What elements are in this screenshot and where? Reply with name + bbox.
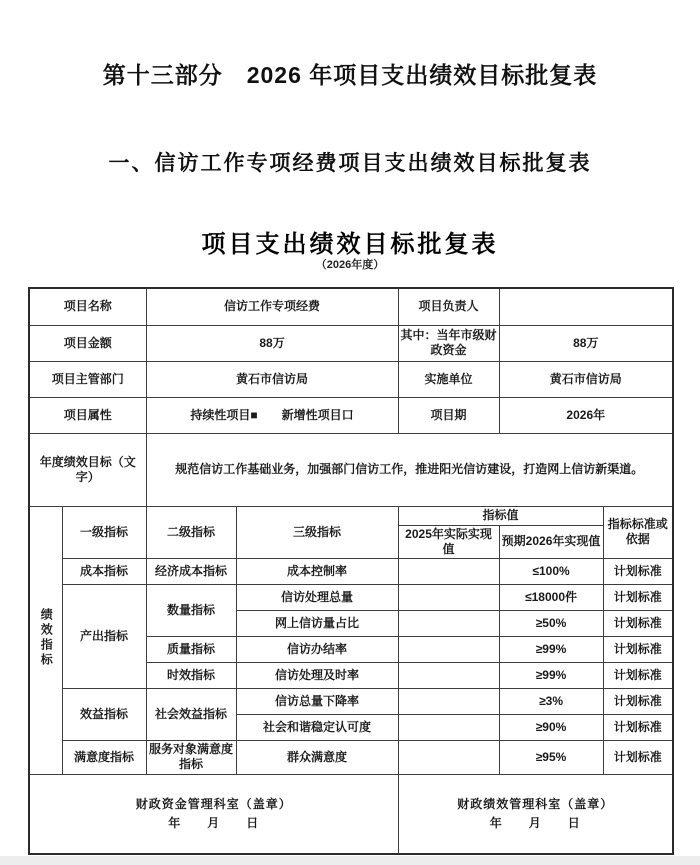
- standard-cell: 计划标准: [603, 584, 673, 610]
- signature-left-cell: [29, 774, 398, 854]
- signature-left-office: 财政资金管理科室（盖章）: [135, 796, 292, 811]
- value-2025-cell: [398, 610, 499, 636]
- impl-unit-value: 黄石市信访局: [499, 361, 673, 397]
- level2-cell: 经济成本指标: [146, 558, 236, 584]
- standard-cell: 计划标准: [603, 740, 673, 774]
- indicator-row: [29, 584, 673, 610]
- project-leader-label: 项目负责人: [398, 288, 499, 325]
- value-2026-cell: ≥3%: [499, 688, 603, 714]
- header-standard: 指标标准或依据: [603, 506, 673, 558]
- value-2025-cell: [398, 714, 499, 740]
- approval-form-table: [28, 287, 674, 855]
- row-annual-goal: [29, 433, 673, 506]
- project-leader-value: [499, 288, 673, 325]
- level3-cell: 信访办结率: [236, 636, 398, 662]
- value-2025-cell: [398, 636, 499, 662]
- level3-cell: 信访总量下降率: [236, 688, 398, 714]
- level2-cell: 质量指标: [146, 636, 236, 662]
- value-2025-cell: [398, 688, 499, 714]
- project-name-value: 信访工作专项经费: [146, 288, 398, 325]
- value-2026-cell: ≥95%: [499, 740, 603, 774]
- value-2026-cell: ≥99%: [499, 662, 603, 688]
- level2-cell: 社会效益指标: [146, 688, 236, 740]
- value-2026-cell: ≥99%: [499, 636, 603, 662]
- row-competent-dept: [29, 361, 673, 397]
- page-bottom-edge: [0, 856, 700, 865]
- standard-cell: 计划标准: [603, 558, 673, 584]
- standard-cell: 计划标准: [603, 662, 673, 688]
- header-expected-2026: 预期2026年实现值: [499, 525, 603, 558]
- header-level3: 三级指标: [236, 506, 398, 558]
- value-2026-cell: ≥90%: [499, 714, 603, 740]
- level1-cell: 成本指标: [62, 558, 146, 584]
- project-amount-label: 项目金额: [29, 325, 146, 361]
- level3-cell: 群众满意度: [236, 740, 398, 774]
- competent-dept-value: 黄石市信访局: [146, 361, 398, 397]
- value-2025-cell: [398, 662, 499, 688]
- row-signatures: [29, 774, 673, 854]
- value-2025-cell: [398, 558, 499, 584]
- level1-cell: 满意度指标: [62, 740, 146, 774]
- standard-cell: 计划标准: [603, 610, 673, 636]
- level1-cell: 产出指标: [62, 584, 146, 688]
- signature-right-cell: [398, 774, 673, 854]
- indicator-row: [29, 740, 673, 774]
- part-title: 第十三部分 2026 年项目支出绩效目标批复表: [102, 62, 598, 88]
- level1-cell: 效益指标: [62, 688, 146, 740]
- indicator-side-label: [29, 506, 62, 774]
- level3-cell: 信访处理及时率: [236, 662, 398, 688]
- level2-cell: 数量指标: [146, 584, 236, 636]
- row-project-attr: [29, 397, 673, 433]
- project-period-label: 项目期: [398, 397, 499, 433]
- level2-cell: 服务对象满意度指标: [146, 740, 236, 774]
- annual-goal-value: 规范信访工作基础业务，加强部门信访工作，推进阳光信访建设，打造网上信访新渠道。: [146, 433, 673, 506]
- standard-cell: 计划标准: [603, 636, 673, 662]
- row-project-name: [29, 288, 673, 325]
- value-2026-cell: ≥50%: [499, 610, 603, 636]
- impl-unit-label: 实施单位: [398, 361, 499, 397]
- level2-cell: 时效指标: [146, 662, 236, 688]
- header-level1: 一级指标: [62, 506, 146, 558]
- annual-goal-label: 年度绩效目标（文字）: [29, 433, 146, 506]
- header-value-group: 指标值: [398, 506, 603, 525]
- city-fund-label: 其中：当年市级财政资金: [398, 325, 499, 361]
- level3-cell: 成本控制率: [236, 558, 398, 584]
- standard-cell: 计划标准: [603, 714, 673, 740]
- project-amount-value: 88万: [146, 325, 398, 361]
- project-period-value: 2026年: [499, 397, 673, 433]
- value-2026-cell: ≤18000件: [499, 584, 603, 610]
- row-indicator-header-1: [29, 506, 673, 525]
- header-actual-2025: 2025年实际实现值: [398, 525, 499, 558]
- value-2025-cell: [398, 584, 499, 610]
- competent-dept-label: 项目主管部门: [29, 361, 146, 397]
- form-title: 项目支出绩效目标批复表: [201, 232, 499, 258]
- section-title: 一、信访工作专项经费项目支出绩效目标批复表: [108, 151, 592, 175]
- indicator-row: [29, 688, 673, 714]
- header-level2: 二级指标: [146, 506, 236, 558]
- indicator-row: [29, 558, 673, 584]
- level3-cell: 信访处理总量: [236, 584, 398, 610]
- form-year-subtitle: （2026年度）: [315, 259, 385, 271]
- signature-left-date: 年 月 日: [168, 815, 260, 830]
- level3-cell: 社会和谐稳定认可度: [236, 714, 398, 740]
- row-project-amount: [29, 325, 673, 361]
- project-name-label: 项目名称: [29, 288, 146, 325]
- indicator-side-label-text: 绩效指标: [39, 608, 54, 668]
- city-fund-value: 88万: [499, 325, 673, 361]
- project-attr-value: 持续性项目■ 新增性项目口: [146, 397, 398, 433]
- signature-right-office: 财政绩效管理科室（盖章）: [457, 796, 614, 811]
- value-2026-cell: ≤100%: [499, 558, 603, 584]
- level3-cell: 网上信访量占比: [236, 610, 398, 636]
- value-2025-cell: [398, 740, 499, 774]
- signature-right-date: 年 月 日: [489, 815, 581, 830]
- standard-cell: 计划标准: [603, 688, 673, 714]
- project-attr-label: 项目属性: [29, 397, 146, 433]
